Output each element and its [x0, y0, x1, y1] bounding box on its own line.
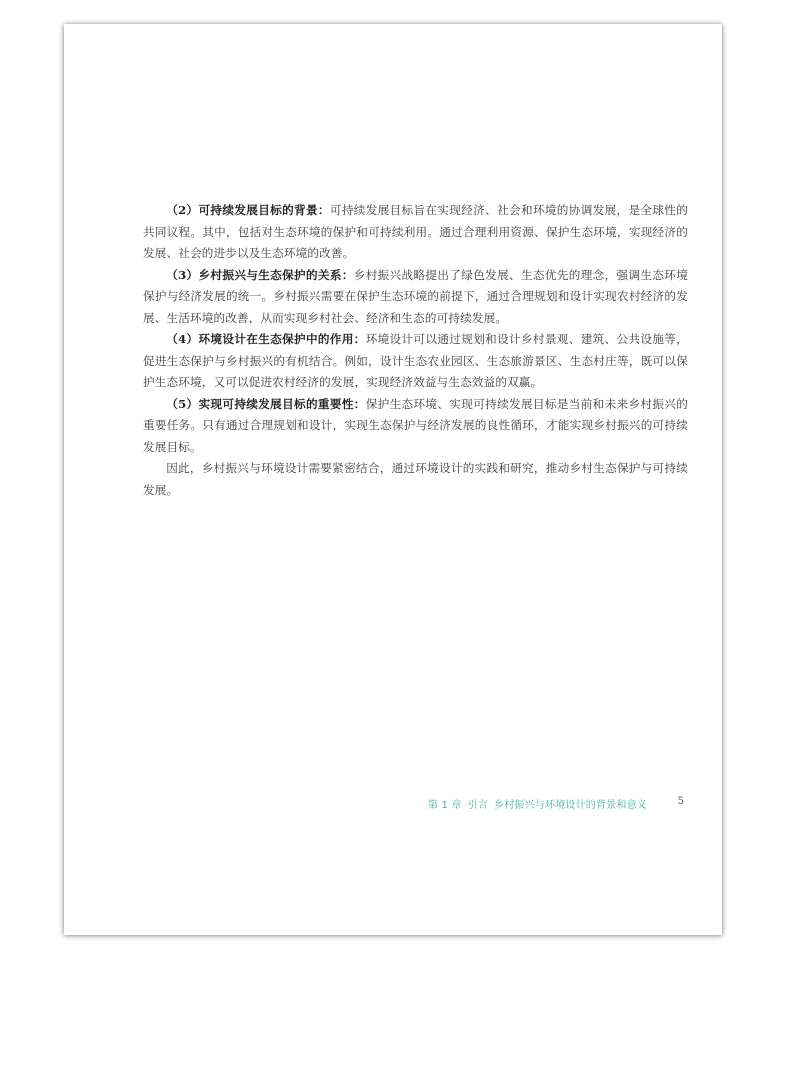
footer-section-label: 引言	[467, 800, 488, 811]
running-footer-chapter	[428, 796, 647, 811]
footer-chapter-number: 第 1 章	[427, 800, 462, 811]
document-page	[64, 24, 722, 935]
paragraph-text: 保护生态环境、实现可持续发展目标是当前和未来乡村振兴的重要任务。只有通过合理规划和设计，实现生态保护与经济发展的良性循环，才能实现乡村振兴的可持续发展目标。	[143, 396, 688, 454]
paragraph-text: 因此，乡村振兴与环境设计需要紧密结合，通过环境设计的实践和研究，推动乡村生态保护与可持续发展。	[143, 461, 688, 497]
page-body	[143, 200, 688, 501]
paragraph-rural-eco-relation	[143, 265, 688, 330]
paragraph-lead: （5）实现可持续发展目标的重要性：	[166, 396, 366, 411]
paragraph-text: 乡村振兴战略提出了绿色发展、生态优先的理念，强调生态环境保护与经济发展的统一。乡村振兴需要在保护生态环境的前提下，通过合理规划和设计实现农村经济的发展、生活环境的改善，从而实现乡村社会、经济和生态的可持续发展。	[143, 267, 688, 325]
paragraph-sustainable-goals-importance	[143, 394, 688, 459]
footer-chapter-title: 乡村振兴与环境设计的背景和意义	[494, 800, 647, 811]
page-number: 5	[677, 796, 684, 807]
paragraph-lead: （2）可持续发展目标的背景：	[166, 203, 330, 217]
paragraph-lead: （3）乡村振兴与生态保护的关系：	[166, 267, 354, 282]
paragraph-lead: （4）环境设计在生态保护中的作用：	[166, 332, 366, 346]
paragraph-text: 环境设计可以通过规划和设计乡村景观、建筑、公共设施等，促进生态保护与乡村振兴的有机结合。例如，设计生态农业园区、生态旅游景区、生态村庄等，既可以保护生态环境，又可以促进农村经济的发展，实现经济效益与生态效益的双赢。	[143, 332, 688, 389]
paragraph-conclusion	[143, 458, 688, 501]
paragraph-text: 可持续发展目标旨在实现经济、社会和环境的协调发展，是全球性的共同议程。其中，包括对生态环境的保护和可持续利用。通过合理利用资源、保护生态环境，实现经济的发展、社会的进步以及生态环境的改善。	[143, 203, 688, 260]
paragraph-sustainable-goals-background	[143, 200, 688, 265]
paragraph-environment-design-role	[143, 329, 688, 394]
page-footer	[64, 796, 722, 812]
